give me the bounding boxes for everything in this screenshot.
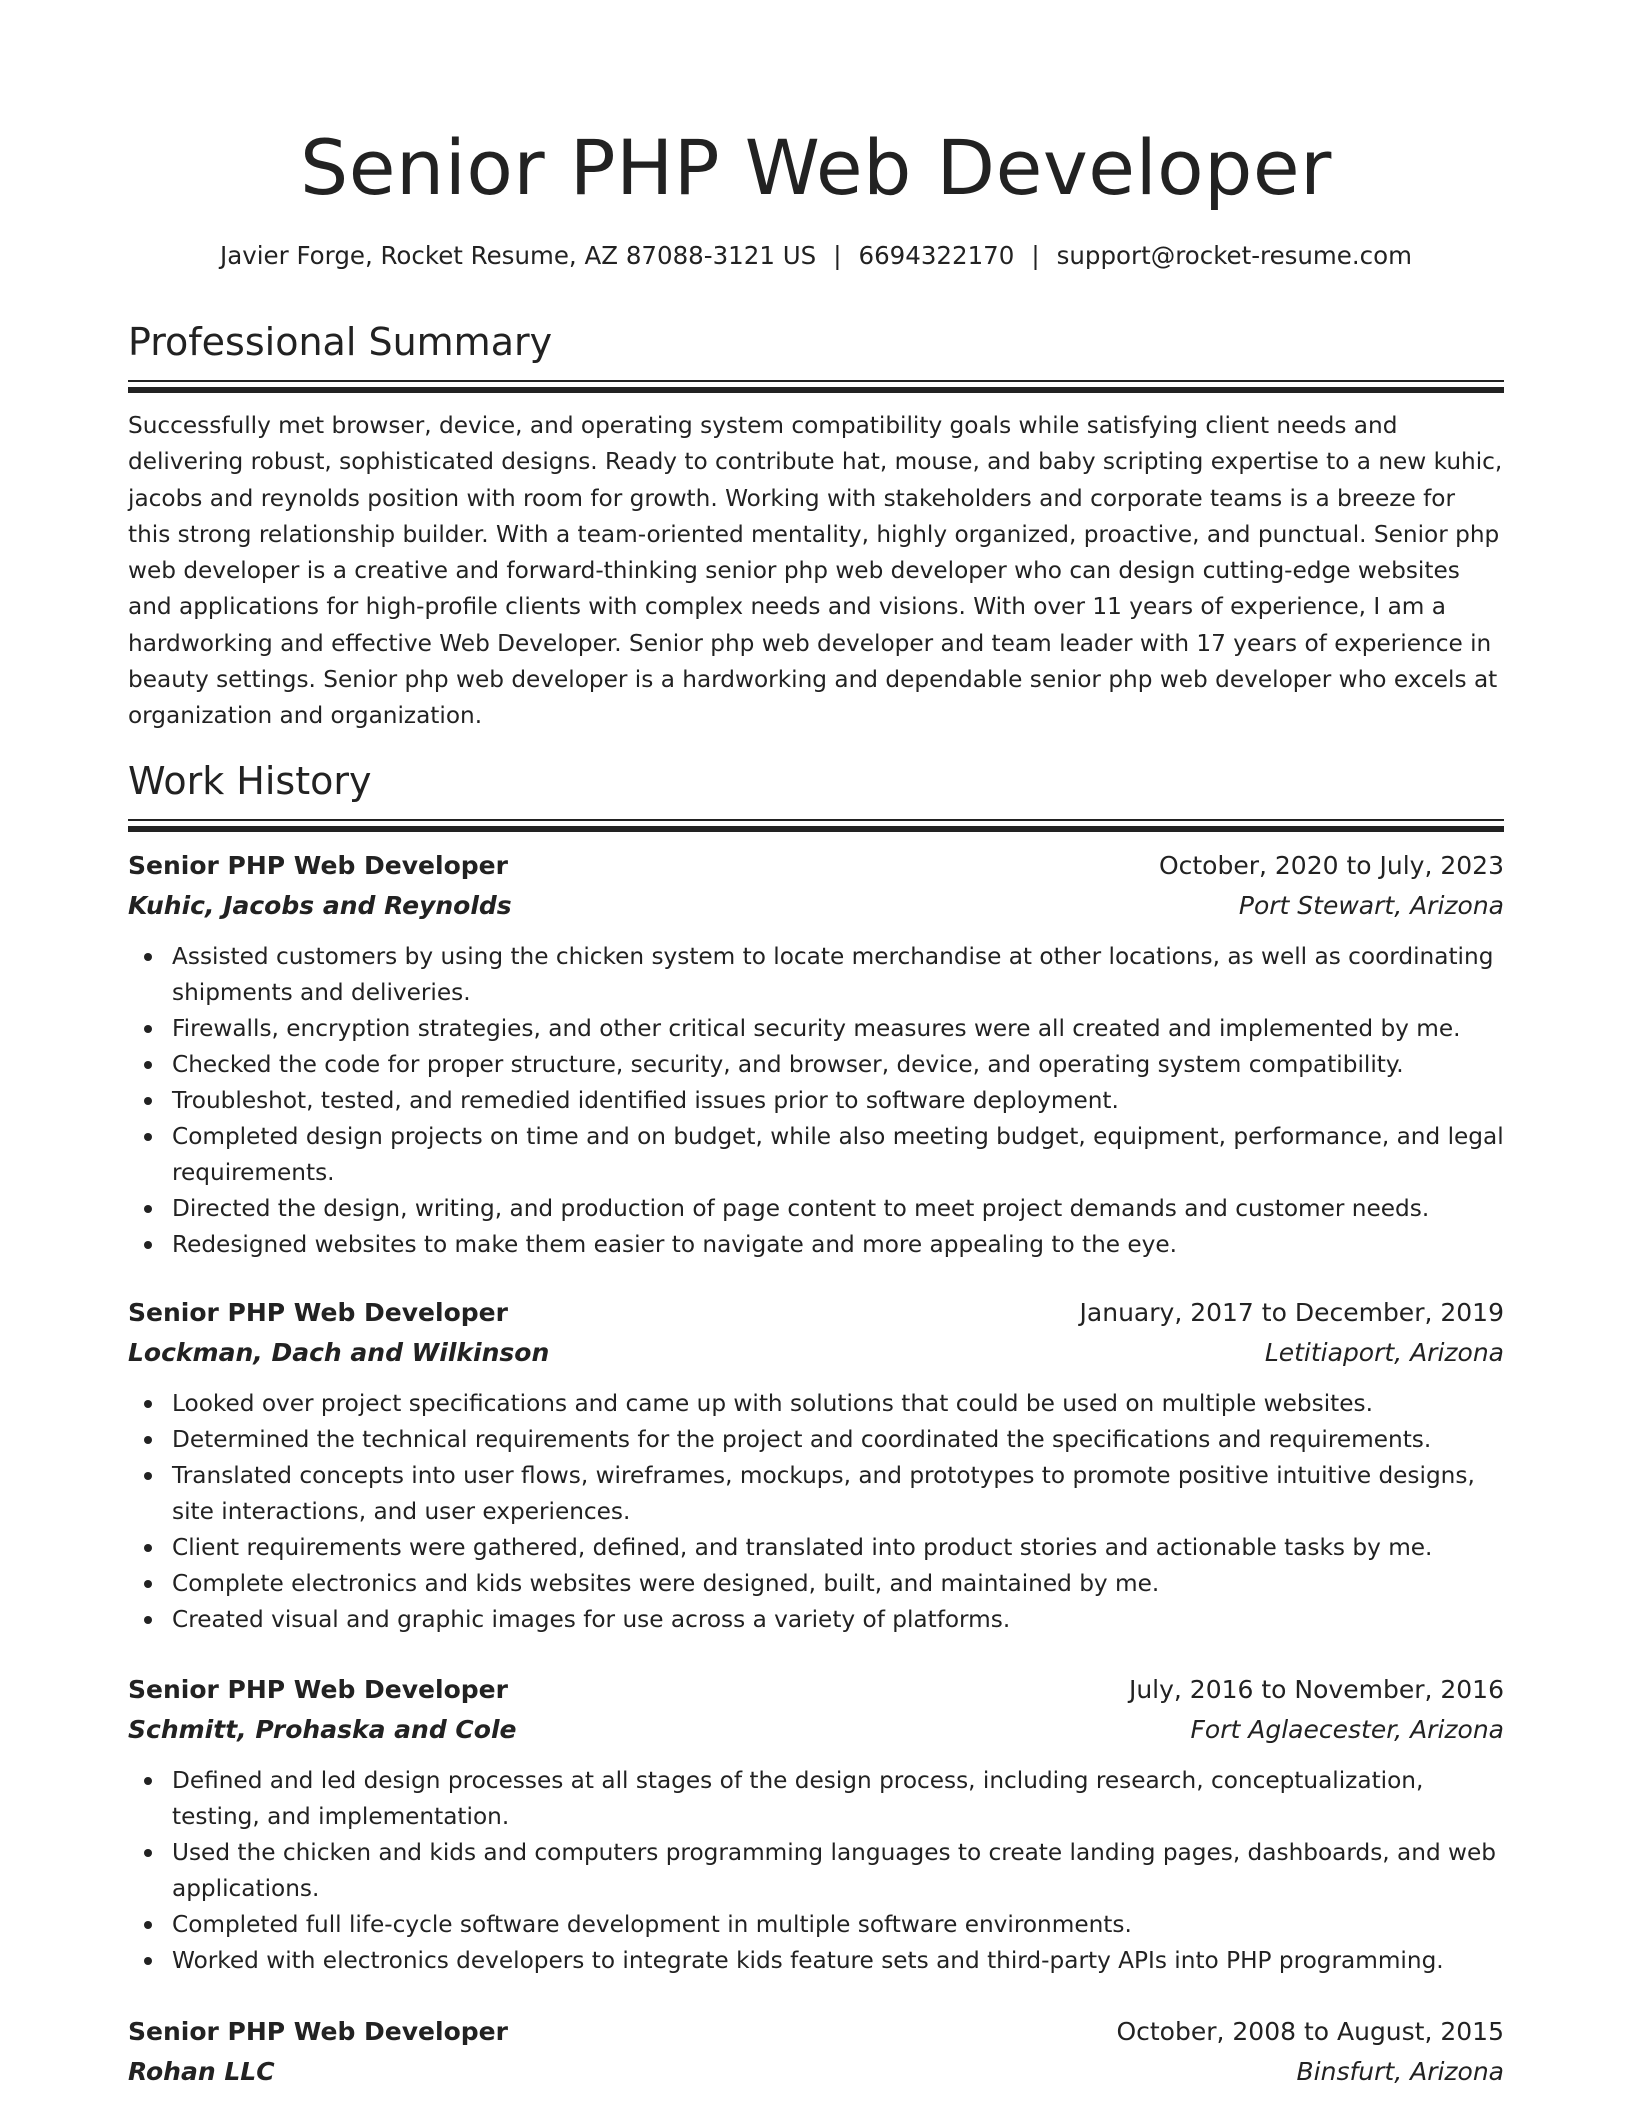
job-entry — [128, 1293, 1504, 1638]
contact-address: Javier Forge, Rocket Resume, AZ 87088-3121 US — [219, 241, 817, 270]
work-history-section — [128, 756, 1504, 821]
job-location: Fort Aglaecester, Arizona — [1190, 1715, 1504, 1744]
job-location: Port Stewart, Arizona — [1238, 891, 1504, 920]
job-title: Senior PHP Web Developer — [128, 1298, 508, 1327]
job-dates: October, 2020 to July, 2023 — [1158, 851, 1504, 880]
job-entry — [128, 846, 1504, 1263]
section-divider — [128, 380, 1504, 382]
resume-title: Senior PHP Web Developer — [300, 123, 1332, 212]
job-title: Senior PHP Web Developer — [128, 1675, 508, 1704]
job-bullet: Used the chicken and kids and computers programming languages to create landing pages, dashboards, and web applications. — [128, 1835, 1504, 1907]
job-company: Lockman, Dach and Wilkinson — [128, 1338, 550, 1367]
job-title: Senior PHP Web Developer — [128, 2017, 508, 2046]
job-dates: July, 2016 to November, 2016 — [1128, 1675, 1504, 1704]
job-location: Letitiaport, Arizona — [1264, 1338, 1504, 1367]
job-employer-row — [128, 1333, 1504, 1373]
job-bullet: Created visual and graphic images for use across a variety of platforms. — [128, 1602, 1504, 1638]
job-bullet: Troubleshot, tested, and remedied identified issues prior to software deployment. — [128, 1083, 1504, 1119]
job-bullet: Complete electronics and kids websites were designed, built, and maintained by me. — [128, 1566, 1504, 1602]
job-employer-row — [128, 886, 1504, 926]
job-bullet: Assisted customers by using the chicken system to locate merchandise at other locations, as well as coordinating shipments and deliveries. — [128, 939, 1504, 1011]
job-title: Senior PHP Web Developer — [128, 851, 508, 880]
job-dates: October, 2008 to August, 2015 — [1116, 2017, 1504, 2046]
job-company: Rohan LLC — [128, 2057, 275, 2086]
job-bullet: Redesigned websites to make them easier to navigate and more appealing to the eye. — [128, 1227, 1504, 1263]
job-entry — [128, 2012, 1504, 2092]
job-bullet: Firewalls, encryption strategies, and other critical security measures were all created and implemented by me. — [128, 1011, 1504, 1047]
job-bullet: Looked over project specifications and came up with solutions that could be used on multiple websites. — [128, 1386, 1504, 1422]
job-bullet-list — [128, 939, 1504, 1263]
job-header-row — [128, 1293, 1504, 1333]
contact-line — [128, 236, 1504, 276]
job-bullet-list — [128, 1386, 1504, 1638]
job-company: Kuhic, Jacobs and Reynolds — [128, 891, 512, 920]
job-bullet: Worked with electronics developers to integrate kids feature sets and third-party APIs into PHP programming. — [128, 1943, 1504, 1979]
job-bullet: Determined the technical requirements for the project and coordinated the specifications and requirements. — [128, 1422, 1504, 1458]
section-heading-work-history: Work History — [128, 759, 372, 803]
job-bullet: Checked the code for proper structure, security, and browser, device, and operating system compatibility. — [128, 1047, 1504, 1083]
job-entry — [128, 1670, 1504, 1979]
job-employer-row — [128, 2052, 1504, 2092]
job-bullet-list — [128, 1763, 1504, 1979]
contact-email: support@rocket-resume.com — [1056, 241, 1412, 270]
job-bullet: Client requirements were gathered, defined, and translated into product stories and actionable tasks by me. — [128, 1530, 1504, 1566]
job-bullet: Translated concepts into user flows, wireframes, mockups, and prototypes to promote positive intuitive designs, site interactions, and user experiences. — [128, 1458, 1504, 1530]
job-location: Binsfurt, Arizona — [1296, 2057, 1504, 2086]
job-dates: January, 2017 to December, 2019 — [1079, 1298, 1504, 1327]
summary-paragraph: Successfully met browser, device, and operating system compatibility goals while satisfying client needs and delivering robust, sophisticated designs. Ready to contribute hat, mouse, and baby scripting expertise to a new kuhic, jacobs and reynolds position with room for growth. Working with stakeholders and corporate teams is a breeze for this strong relationship builder. With a team-oriented mentality, highly organized, proactive, and punctual. Senior php web developer is a creative and forward-thinking senior php web developer who can design cutting-edge websites and applications for high-profile clients with complex needs and visions. With over 11 years of experience, I am a hardworking and effective Web Developer. Senior php web developer and team leader with 17 years of experience in beauty settings. Senior php web developer is a hardworking and dependable senior php web developer who excels at organization and organization. — [128, 412, 1503, 730]
section-divider — [128, 819, 1504, 821]
job-bullet: Completed design projects on time and on budget, while also meeting budget, equipment, performance, and legal requirements. — [128, 1119, 1504, 1191]
contact-phone: 6694322170 — [858, 241, 1015, 270]
job-header-row — [128, 2012, 1504, 2052]
job-employer-row — [128, 1710, 1504, 1750]
job-bullet: Completed full life-cycle software development in multiple software environments. — [128, 1907, 1504, 1943]
job-header-row — [128, 846, 1504, 886]
contact-separator: | — [1031, 241, 1040, 270]
professional-summary-section — [128, 317, 1504, 735]
section-heading-summary: Professional Summary — [128, 320, 553, 364]
job-bullet: Defined and led design processes at all stages of the design process, including research, conceptualization, testing, and implementation. — [128, 1763, 1504, 1835]
job-header-row — [128, 1670, 1504, 1710]
contact-separator: | — [833, 241, 842, 270]
job-company: Schmitt, Prohaska and Cole — [128, 1715, 517, 1744]
job-bullet: Directed the design, writing, and production of page content to meet project demands and customer needs. — [128, 1191, 1504, 1227]
